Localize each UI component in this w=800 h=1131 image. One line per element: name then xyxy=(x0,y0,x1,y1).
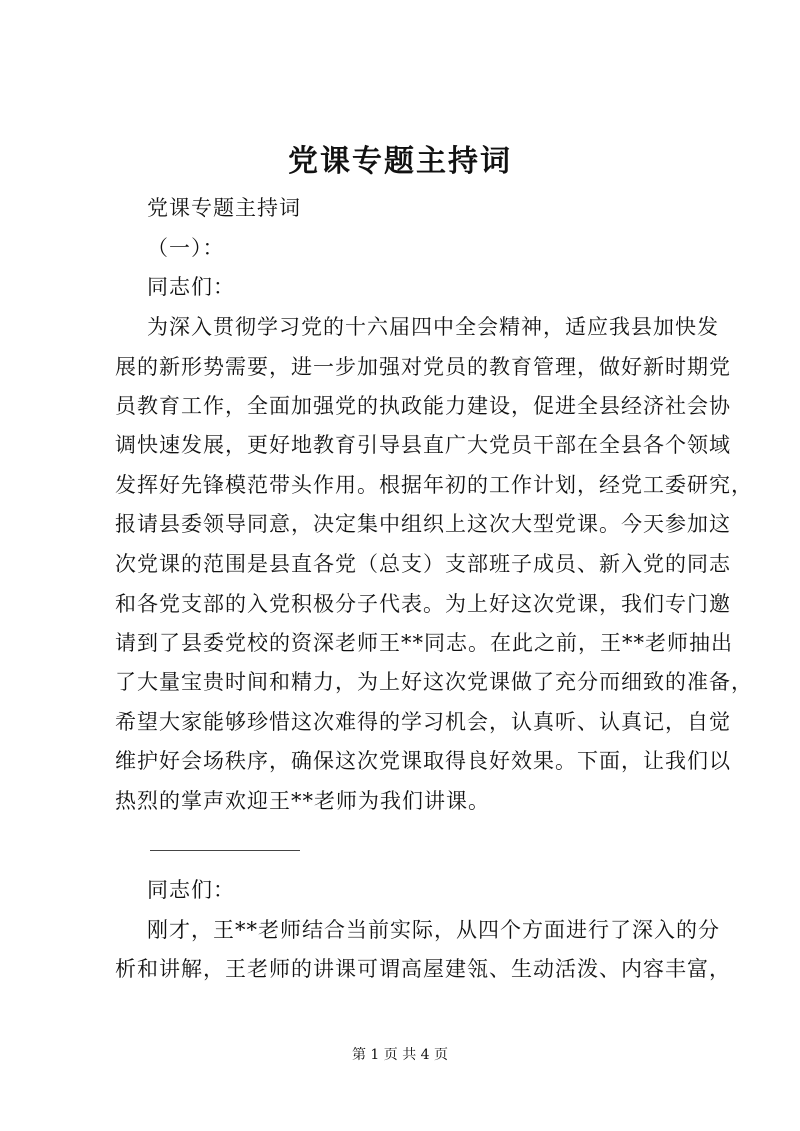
paragraph-line: 发挥好先锋模范带头作用。根据年初的工作计划，经党工委研究， xyxy=(115,473,753,497)
paragraph-line: 析和讲解，王老师的讲课可谓高屋建瓴、生动活泼、内容丰富， xyxy=(115,957,731,981)
paragraph-line: 了大量宝贵时间和精力，为上好这次党课做了充分而细致的准备， xyxy=(115,670,753,694)
paragraph-line: 和各党支部的入党积极分子代表。为上好这次党课，我们专门邀 xyxy=(115,592,731,616)
greeting-2: 同志们： xyxy=(147,878,235,902)
page-footer: 第 1 页 共 4 页 xyxy=(351,1047,449,1063)
paragraph-line: 次党课的范围是县直各党（总支）支部班子成员、新入党的同志 xyxy=(115,552,731,576)
subtitle: 党课专题主持词 xyxy=(147,196,301,220)
paragraph-line: 展的新形势需要，进一步加强对党员的教育管理，做好新时期党 xyxy=(115,355,731,379)
paragraph-line: 希望大家能够珍惜这次难得的学习机会，认真听、认真记，自觉 xyxy=(115,710,731,734)
paragraph-line: 维护好会场秩序，确保这次党课取得良好效果。下面，让我们以 xyxy=(115,749,731,773)
page-title: 党课专题主持词 xyxy=(288,144,512,179)
paragraph-line: 报请县委领导同意，决定集中组织上这次大型党课。今天参加这 xyxy=(115,512,731,536)
separator xyxy=(150,850,300,851)
greeting: 同志们： xyxy=(147,275,235,299)
paragraph-line: 调快速发展，更好地教育引导县直广大党员干部在全县各个领域 xyxy=(115,433,731,457)
section-marker: （一）： xyxy=(147,236,225,260)
paragraph-line: 为深入贯彻学习党的十六届四中全会精神，适应我县加快发 xyxy=(147,315,719,339)
paragraph-line: 热烈的掌声欢迎王**老师为我们讲课。 xyxy=(115,789,490,813)
paragraph-line: 员教育工作，全面加强党的执政能力建设，促进全县经济社会协 xyxy=(115,394,731,418)
paragraph-line: 请到了县委党校的资深老师王**同志。在此之前，王**老师抽出 xyxy=(115,631,733,655)
paragraph-line: 刚才，王**老师结合当前实际，从四个方面进行了深入的分 xyxy=(147,918,720,942)
